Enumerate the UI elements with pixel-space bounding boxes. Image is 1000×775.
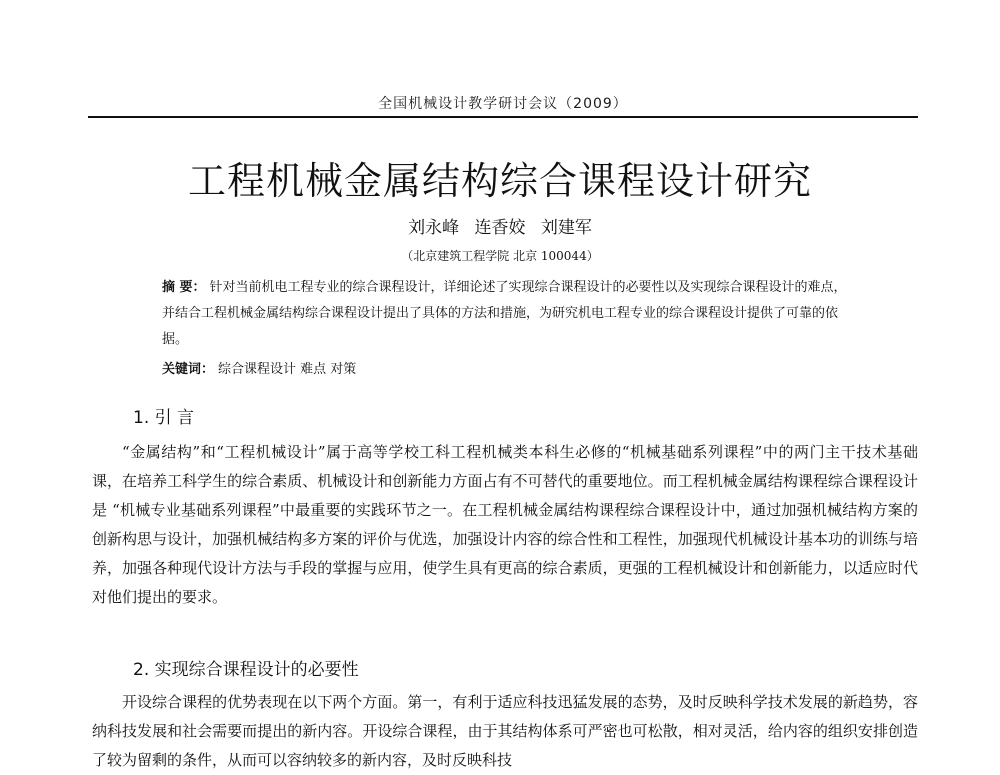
abstract-text: 针对当前机电工程专业的综合课程设计，详细论述了实现综合课程设计的必要性以及实现综合课程设计的难点，并结合工程机械金属结构综合课程设计提出了具体的方法和措施，为研究机电工程专业的综合课程设计提供了可靠的依据。 [162,280,847,347]
paper-title: 工程机械金属结构综合课程设计研究 [187,159,812,203]
section-heading-necessity: 2. 实现综合课程设计的必要性 [133,660,359,680]
running-header: 全国机械设计教学研讨会议（2009） [378,96,628,112]
affiliation: （北京建筑工程学院 北京 100044） [401,249,599,263]
authors: 刘永峰 连香姣 刘建军 [408,218,592,238]
keywords-text: 综合课程设计 难点 对策 [218,362,357,377]
abstract [162,275,852,353]
section-paragraph-introduction: “金属结构”和“工程机械设计”属于高等学校工科工程机械类本科生必修的“机械基础系列课程”中的两门主干技术基础课，在培养工科学生的综合素质、机械设计和创新能力方面占有不可替代的重要地位。而工程机械金属结构课程综合课程设计是 “机械专业基础系列课程”中最重要的实践环节之一。在工程机械金属结构课程综合课程设计中，通过加强机械结构方案的创新构思与设计，加强机械结构多方案的评价与优选，加强设计内容的综合性和工程性，加强现代机械设计基本功的训练与培养，加强各种现代设计方法与手段的掌握与应用，使学生具有更高的综合素质，更强的工程机械设计和创新能力，以适应时代对他们提出的要求。 [92,443,918,606]
header-rule [88,116,918,118]
section-paragraph-necessity: 开设综合课程的优势表现在以下两个方面。第一，有利于适应科技迅猛发展的态势，及时反映科学技术发展的新趋势，容纳科技发展和社会需要而提出的新内容。开设综合课程，由于其结构体系可严密也可松散，相对灵活，给内容的组织安排创造了较为留剩的条件，从而可以容纳较多的新内容，及时反映科技 [92,693,918,769]
abstract-label: 摘 要： [162,280,206,295]
section-heading-introduction: 1. 引 言 [133,408,195,428]
keywords [162,358,852,377]
keywords-label: 关键词： [162,362,215,377]
